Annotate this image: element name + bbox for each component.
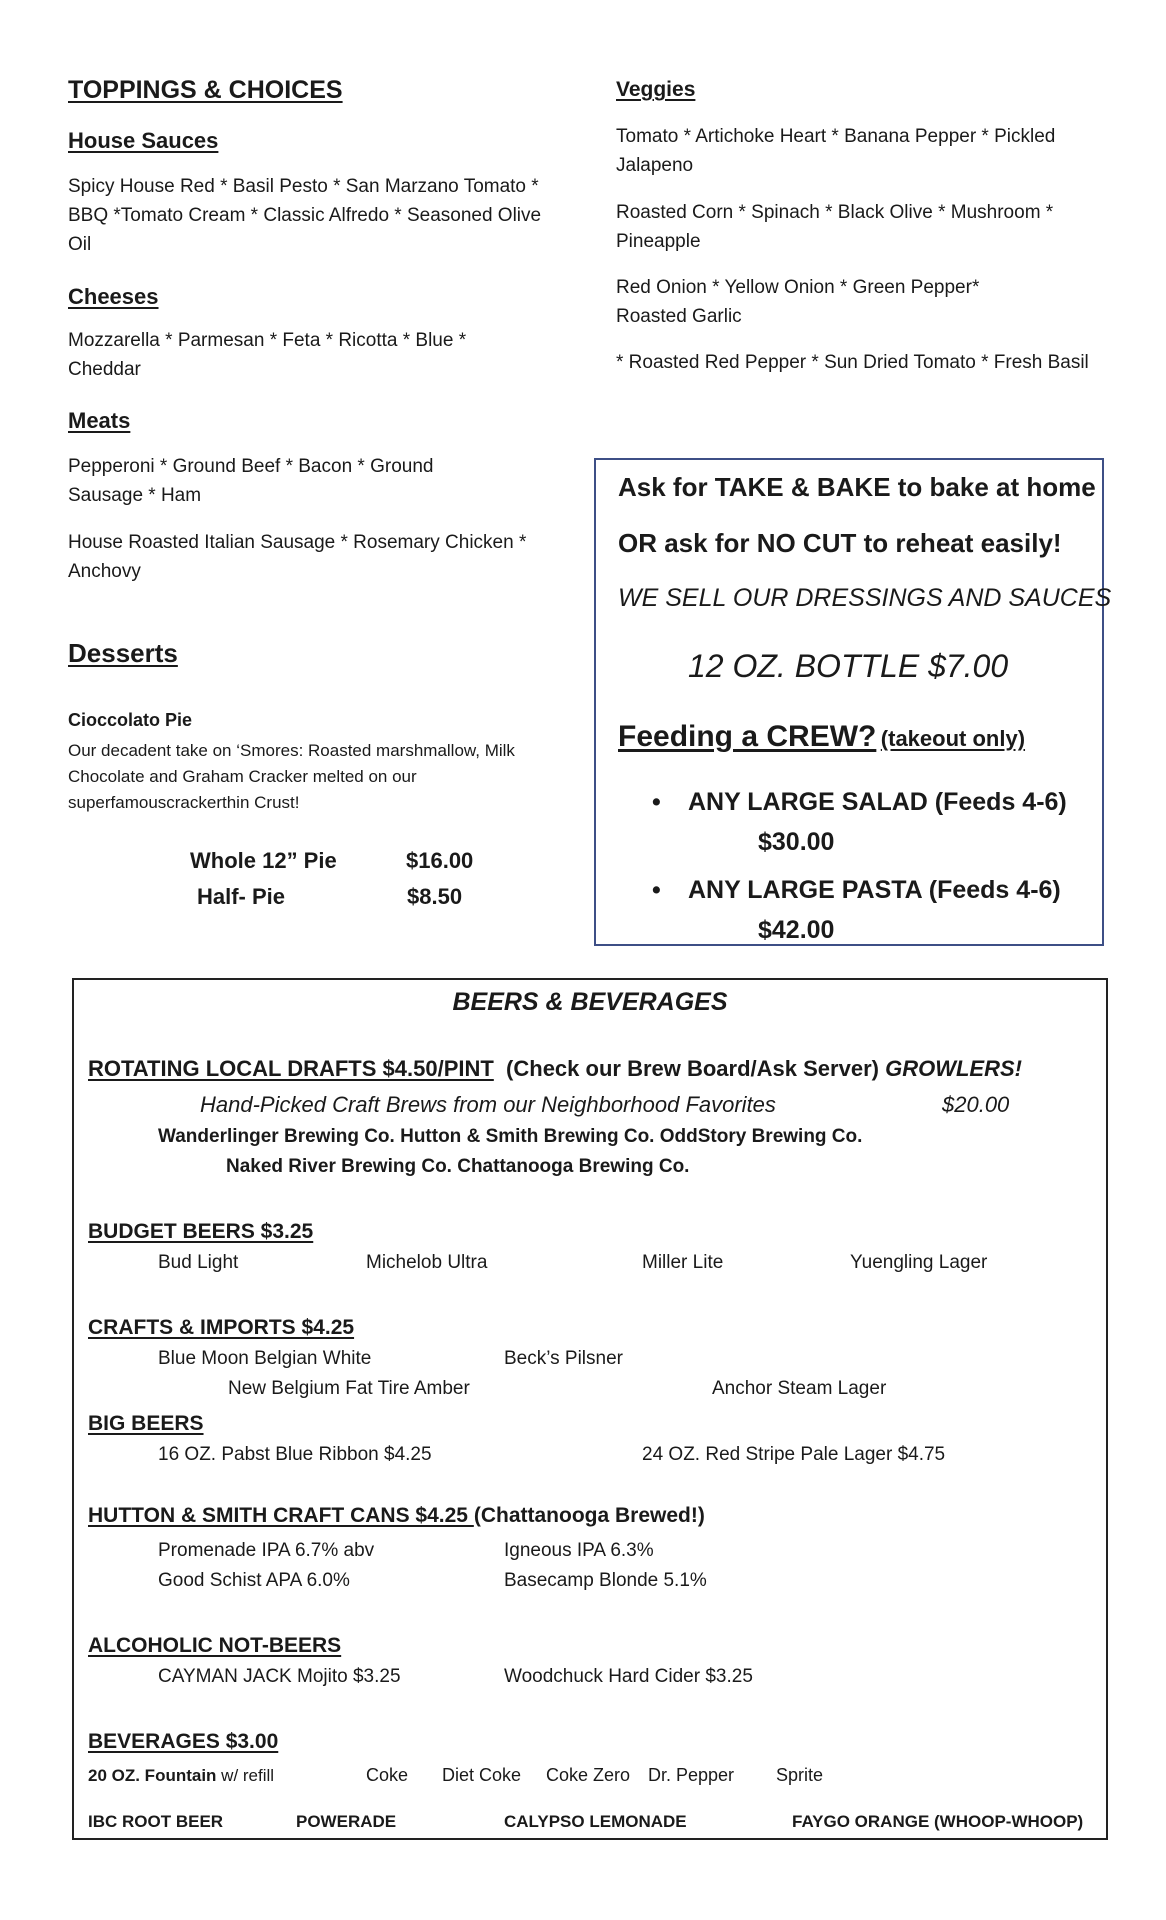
salad-bullet: • — [652, 788, 661, 816]
meats-line-2: House Roasted Italian Sausage * Rosemary Chicken * Anchovy — [68, 532, 527, 582]
bottled-drink: CALYPSO LEMONADE — [504, 1812, 687, 1831]
breweries-line-2: Naked River Brewing Co. Chattanooga Brewing Co. — [226, 1156, 690, 1177]
fountain-size: 20 OZ. Fountain — [88, 1766, 217, 1785]
bottled-drink: IBC ROOT BEER — [88, 1812, 224, 1831]
drafts-line — [88, 1056, 1022, 1082]
big-beer-item: 24 OZ. Red Stripe Pale Lager $4.75 — [642, 1444, 946, 1465]
fountain-item: Coke Zero — [546, 1765, 631, 1785]
hutton-item: Promenade IPA 6.7% abv — [158, 1540, 375, 1561]
salad-offer: ANY LARGE SALAD (Feeds 4-6) — [688, 788, 1067, 816]
drafts-tagline: Hand-Picked Craft Brews from our Neighborhood Favorites — [200, 1092, 776, 1117]
veggies-heading: Veggies — [616, 78, 696, 101]
crew-heading: Feeding a CREW? — [618, 720, 877, 753]
fountain-item: Coke — [366, 1765, 409, 1785]
dessert-half-label: Half- Pie — [197, 884, 286, 909]
bottled-drink: POWERADE — [296, 1812, 397, 1831]
hutton-item: Basecamp Blonde 5.1% — [504, 1570, 707, 1591]
cheeses-heading: Cheeses — [68, 284, 159, 309]
budget-item: Yuengling Lager — [850, 1252, 988, 1273]
veggies-line-4: * Roasted Red Pepper * Sun Dried Tomato * Fresh Basil — [616, 352, 1089, 373]
sauces-text: Spicy House Red * Basil Pesto * San Marzano Tomato * BBQ *Tomato Cream * Classic Alfredo * Seasoned Olive Oil — [68, 176, 542, 255]
salad-price: $30.00 — [758, 828, 835, 856]
crew-line — [618, 720, 1025, 754]
pasta-bullet: • — [652, 876, 661, 904]
veggies-line-1: Tomato * Artichoke Heart * Banana Pepper * Pickled Jalapeno — [616, 126, 1056, 176]
take-bake-text: Ask for TAKE & BAKE to bake at home — [618, 472, 1096, 502]
fountain-label — [88, 1766, 274, 1786]
dessert-name: Cioccolato Pie — [68, 710, 193, 730]
not-beer-item: CAYMAN JACK Mojito $3.25 — [158, 1666, 401, 1687]
bottled-drink: FAYGO ORANGE (WHOOP-WHOOP) — [792, 1812, 1084, 1831]
budget-item: Bud Light — [158, 1252, 239, 1273]
breweries-line-1: Wanderlinger Brewing Co. Hutton & Smith Brewing Co. OddStory Brewing Co. — [158, 1126, 863, 1147]
drafts-heading: ROTATING LOCAL DRAFTS $4.50/PINT — [88, 1056, 494, 1081]
budget-item: Miller Lite — [642, 1252, 724, 1273]
beverages-box — [72, 978, 1108, 1840]
dressings-text: WE SELL OUR DRESSINGS AND SAUCES — [618, 584, 1112, 612]
hutton-item: Good Schist APA 6.0% — [158, 1570, 350, 1591]
crafts-heading: CRAFTS & IMPORTS $4.25 — [88, 1316, 355, 1339]
meats-heading: Meats — [68, 408, 131, 433]
veggies-line-3: Red Onion * Yellow Onion * Green Pepper* Roasted Garlic — [616, 277, 980, 327]
bottle-price: 12 OZ. BOTTLE $7.00 — [688, 648, 1009, 684]
crafts-item: Anchor Steam Lager — [712, 1378, 887, 1399]
dessert-description: Our decadent take on ‘Smores: Roasted marshmallow, Milk Chocolate and Graham Cracker melted on our superfamouscrackerthin Crust! — [68, 741, 515, 812]
fountain-item: Diet Coke — [442, 1765, 522, 1785]
crafts-item: Blue Moon Belgian White — [158, 1348, 372, 1369]
fountain-item: Dr. Pepper — [648, 1765, 735, 1785]
hutton-heading: HUTTON & SMITH CRAFT CANS $4.25 — [88, 1504, 474, 1527]
crew-note: (takeout only) — [880, 726, 1026, 751]
big-beers-heading: BIG BEERS — [88, 1412, 204, 1435]
big-beer-item: 16 OZ. Pabst Blue Ribbon $4.25 — [158, 1444, 432, 1465]
pasta-price: $42.00 — [758, 916, 835, 944]
promo-box — [594, 458, 1112, 946]
dessert-half-price: $8.50 — [407, 884, 463, 909]
dessert-whole-price: $16.00 — [406, 848, 474, 873]
not-beer-item: Woodchuck Hard Cider $3.25 — [504, 1666, 753, 1687]
hutton-item: Igneous IPA 6.3% — [504, 1540, 654, 1561]
budget-heading: BUDGET BEERS $3.25 — [88, 1220, 314, 1243]
hutton-note: (Chattanooga Brewed!) — [473, 1504, 705, 1527]
desserts-heading: Desserts — [68, 638, 178, 668]
crafts-item: New Belgium Fat Tire Amber — [228, 1378, 470, 1399]
beverages-title: BEERS & BEVERAGES — [452, 988, 728, 1016]
fountain-item: Sprite — [776, 1765, 824, 1785]
growler-price: $20.00 — [942, 1092, 1010, 1117]
soft-drinks-heading: BEVERAGES $3.00 — [88, 1730, 279, 1753]
veggies-line-2: Roasted Corn * Spinach * Black Olive * Mushroom * Pineapple — [616, 202, 1054, 252]
hutton-line — [88, 1504, 705, 1528]
growlers-label: GROWLERS! — [885, 1056, 1022, 1081]
dessert-whole-label: Whole 12” Pie — [190, 848, 337, 873]
budget-item: Michelob Ultra — [366, 1252, 488, 1273]
drafts-note: (Check our Brew Board/Ask Server) — [506, 1056, 879, 1081]
no-cut-text: OR ask for NO CUT to reheat easily! — [618, 528, 1062, 558]
fountain-refill: w/ refill — [216, 1766, 275, 1785]
not-beers-heading: ALCOHOLIC NOT-BEERS — [88, 1634, 342, 1657]
cheeses-text: Mozzarella * Parmesan * Feta * Ricotta * Blue * Cheddar — [68, 330, 467, 380]
pasta-offer: ANY LARGE PASTA (Feeds 4-6) — [688, 876, 1061, 904]
crafts-item: Beck’s Pilsner — [504, 1348, 623, 1369]
meats-line-1: Pepperoni * Ground Beef * Bacon * Ground Sausage * Ham — [68, 456, 434, 506]
sauces-heading: House Sauces — [68, 128, 219, 153]
toppings-title: TOPPINGS & CHOICES — [68, 76, 343, 104]
